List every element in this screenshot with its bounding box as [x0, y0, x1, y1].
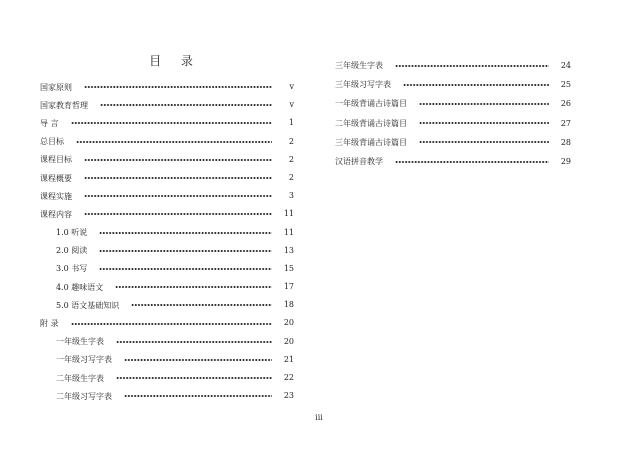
toc-entry-page: 27	[560, 118, 571, 128]
toc-entry-label: 3.0 书写	[56, 264, 88, 274]
toc-entry-label: 4.0 趣味语文	[56, 282, 104, 292]
dot-leader	[395, 161, 549, 163]
toc-entry	[40, 369, 294, 387]
dot-leader	[395, 65, 549, 67]
toc-entry	[40, 187, 294, 205]
toc-entry-page: 26	[560, 99, 571, 109]
toc-right-column	[335, 56, 571, 171]
dot-leader	[71, 122, 272, 124]
toc-entry-label: 导 言	[40, 118, 59, 128]
toc-entry-page: 3	[288, 191, 294, 201]
toc-entry	[335, 94, 571, 113]
toc-entry-page: 20	[283, 318, 294, 328]
toc-entry-page: 29	[560, 156, 571, 166]
toc-entry	[40, 114, 294, 132]
toc-entry-page: 17	[283, 282, 294, 292]
toc-entry-label: 一年级生字表	[56, 337, 104, 347]
toc-entry-label: 三年级生字表	[335, 61, 383, 71]
toc-entry-page: 21	[283, 354, 294, 364]
toc-entry-label: 汉语拼音教学	[335, 157, 383, 167]
dot-leader	[100, 104, 272, 106]
dot-leader	[419, 122, 549, 124]
dot-leader	[99, 232, 272, 234]
toc-entry	[40, 387, 294, 405]
toc-entry-label: 一年级背诵古诗篇目	[335, 99, 407, 109]
toc-left-column	[40, 78, 294, 405]
dot-leader	[99, 250, 272, 252]
dot-leader	[84, 86, 272, 88]
dot-leader	[419, 103, 549, 105]
dot-leader	[76, 141, 272, 143]
toc-entry	[335, 114, 571, 133]
dot-leader	[84, 195, 272, 197]
dot-leader	[84, 177, 272, 179]
dot-leader	[71, 323, 272, 325]
toc-entry-page: 24	[560, 61, 571, 70]
toc-entry	[40, 314, 294, 332]
toc-entry-label: 课程概要	[40, 173, 72, 183]
toc-entry-page: 2	[288, 172, 294, 182]
toc-entry-page: 22	[283, 373, 294, 382]
toc-entry-label: 一年级习写字表	[56, 355, 112, 365]
toc-entry-page: 20	[283, 336, 294, 346]
toc-entry	[40, 242, 294, 260]
toc-entry-label: 三年级背诵古诗篇目	[335, 137, 407, 147]
toc-entry-page: 1	[288, 118, 294, 128]
toc-entry	[40, 278, 294, 296]
toc-entry-page: 25	[560, 80, 571, 90]
toc-entry	[335, 75, 571, 94]
dot-leader	[403, 84, 549, 86]
toc-entry-page: 28	[560, 137, 571, 147]
toc-entry-page: v	[289, 100, 294, 110]
toc-entry	[335, 133, 571, 152]
toc-entry	[40, 333, 294, 351]
toc-entry-label: 国家原则	[40, 82, 72, 92]
toc-entry	[40, 169, 294, 187]
toc-entry	[40, 151, 294, 169]
dot-leader	[115, 286, 272, 288]
toc-entry	[40, 205, 294, 223]
toc-entry	[40, 133, 294, 151]
dot-leader	[84, 213, 272, 215]
page-number: iii	[315, 413, 323, 422]
dot-leader	[99, 268, 272, 270]
toc-entry	[40, 96, 294, 114]
toc-entry	[40, 351, 294, 369]
toc-entry-page: 11	[283, 227, 294, 237]
toc-entry-page: 23	[283, 391, 294, 401]
toc-entry-label: 三年级习写字表	[335, 80, 391, 90]
toc-entry-label: 2.0 阅读	[56, 246, 88, 256]
dot-leader	[84, 159, 272, 161]
toc-entry	[335, 56, 571, 75]
dot-leader	[116, 377, 272, 379]
toc-entry-label: 课程目标	[40, 155, 72, 165]
toc-title: 目 录	[149, 54, 201, 68]
toc-entry-label: 5.0 语文基础知识	[56, 300, 120, 310]
toc-entry-label: 课程内容	[40, 209, 72, 219]
toc-entry-label: 1.0 听说	[56, 228, 88, 238]
toc-entry-page: 2	[288, 154, 294, 164]
dot-leader	[419, 141, 549, 143]
toc-entry	[40, 260, 294, 278]
dot-leader	[124, 395, 272, 397]
toc-entry-page: 11	[283, 209, 294, 219]
toc-entry-label: 总目标	[40, 137, 64, 147]
toc-entry	[40, 224, 294, 242]
toc-entry-label: 课程实施	[40, 191, 72, 201]
toc-entry	[40, 78, 294, 96]
toc-entry-page: v	[289, 82, 294, 91]
dot-leader	[131, 304, 272, 306]
toc-entry-page: 15	[283, 263, 294, 273]
toc-entry-label: 二年级习写字表	[56, 391, 112, 401]
toc-entry-label: 二年级背诵古诗篇目	[335, 118, 407, 128]
toc-entry-label: 二年级生字表	[56, 373, 104, 383]
toc-entry-label: 附 录	[40, 319, 59, 329]
toc-entry	[335, 152, 571, 171]
toc-entry-page: 18	[283, 300, 294, 310]
toc-entry	[40, 296, 294, 314]
toc-entry-label: 国家教育哲理	[40, 100, 88, 110]
toc-entry-page: 2	[288, 136, 294, 146]
toc-entry-page: 13	[283, 245, 294, 255]
dot-leader	[124, 359, 272, 361]
dot-leader	[116, 341, 272, 343]
